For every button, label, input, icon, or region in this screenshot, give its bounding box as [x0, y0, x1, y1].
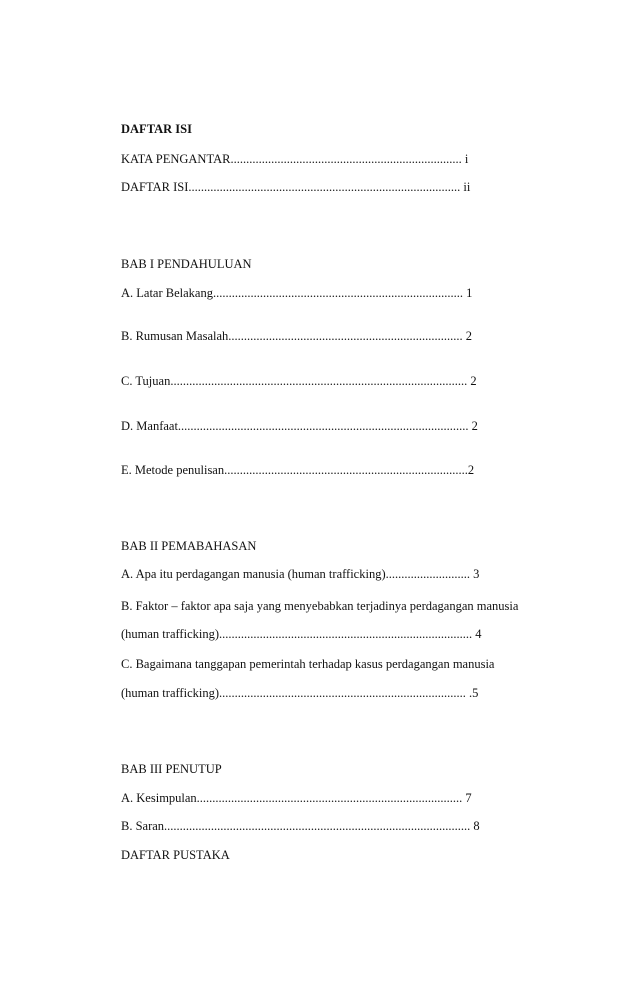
toc-entry-manfaat: D. Manfaat............................................................................................. 2: [121, 419, 478, 433]
toc-entry-metode-penulisan: E. Metode penulisan..............................................................................2: [121, 463, 475, 477]
toc-entry-tujuan: C. Tujuan............................................................................................... 2: [121, 374, 477, 388]
toc-entry-human-trafficking: A. Apa itu perdagangan manusia (human trafficking)........................... 3: [121, 567, 480, 581]
chapter-heading-bab3: BAB III PENUTUP: [121, 762, 222, 776]
chapter-heading-bab2: BAB II PEMABAHASAN: [121, 539, 257, 553]
toc-entry-daftar-pustaka: DAFTAR PUSTAKA: [121, 848, 230, 862]
toc-entry-daftar-isi: DAFTAR ISI....................................................................................... ii: [121, 180, 471, 194]
chapter-heading-bab1: BAB I PENDAHULUAN: [121, 257, 252, 271]
toc-entry-tanggapan-cont: (human trafficking)............................................................................... .5: [121, 686, 479, 700]
toc-entry-saran: B. Saran.................................................................................................. 8: [121, 819, 480, 833]
toc-entry-faktor-cont: (human trafficking)................................................................................. 4: [121, 627, 482, 641]
toc-entry-kata-pengantar: KATA PENGANTAR.......................................................................... i: [121, 152, 469, 166]
toc-entry-rumusan-masalah: B. Rumusan Masalah........................................................................... 2: [121, 329, 473, 343]
toc-entry-latar-belakang: A. Latar Belakang................................................................................ 1: [121, 286, 473, 300]
toc-entry-faktor: B. Faktor – faktor apa saja yang menyebabkan terjadinya perdagangan manusia: [121, 599, 519, 613]
toc-entry-kesimpulan: A. Kesimpulan..................................................................................... 7: [121, 791, 472, 805]
toc-title: DAFTAR ISI: [121, 122, 192, 136]
toc-entry-tanggapan: C. Bagaimana tanggapan pemerintah terhadap kasus perdagangan manusia: [121, 657, 495, 671]
